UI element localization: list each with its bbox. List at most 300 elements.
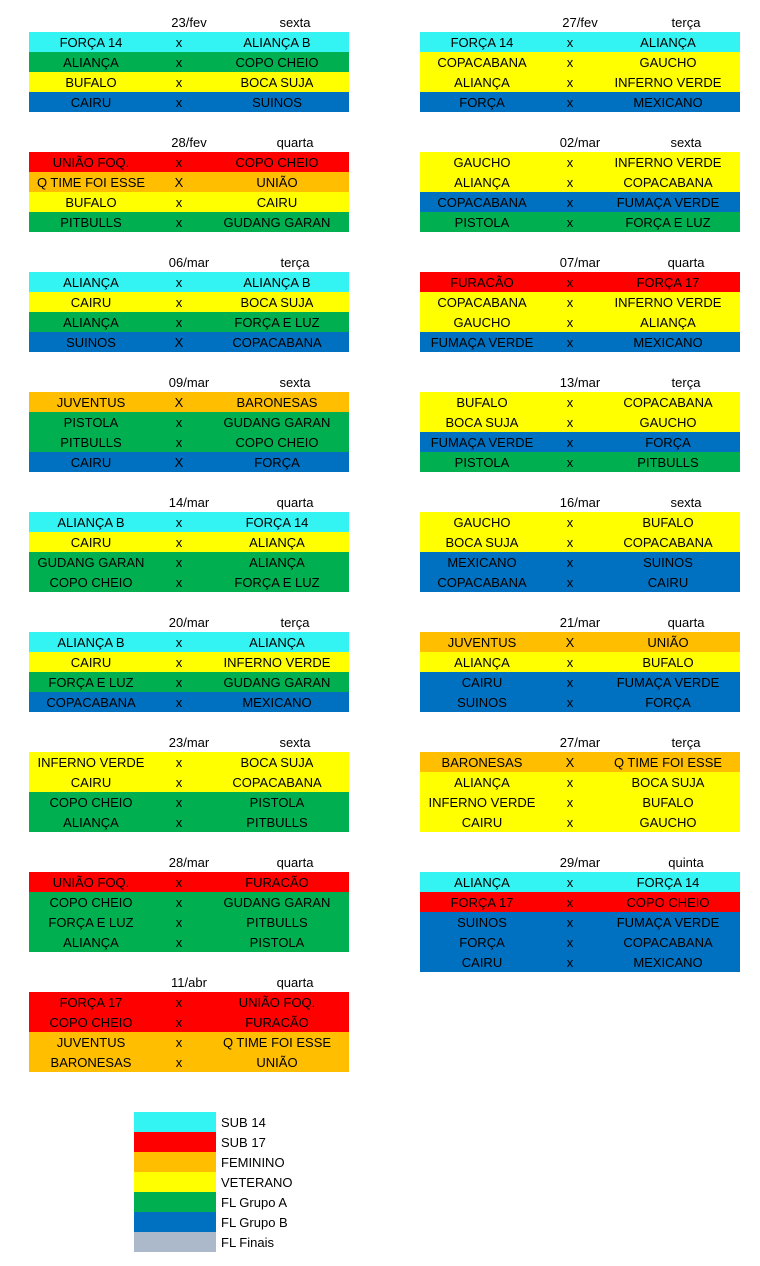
match-row bbox=[29, 92, 349, 112]
versus-mark: x bbox=[175, 1054, 183, 1070]
match-day-header bbox=[29, 972, 349, 992]
versus-mark: x bbox=[175, 434, 183, 450]
away-team: BOCA SUJA bbox=[631, 774, 705, 790]
match-row bbox=[420, 792, 740, 812]
away-team: FORÇA bbox=[254, 454, 300, 470]
home-team: CAIRU bbox=[70, 454, 112, 470]
home-team: UNIÃO FOQ. bbox=[52, 154, 130, 170]
match-date: 06/mar bbox=[168, 255, 210, 270]
versus-mark: x bbox=[175, 274, 183, 290]
home-team: COPACABANA bbox=[437, 574, 527, 590]
away-team: INFERNO VERDE bbox=[614, 74, 722, 90]
away-team: FORÇA 17 bbox=[636, 274, 700, 290]
match-row bbox=[420, 932, 740, 952]
away-team: GUDANG GARAN bbox=[223, 674, 331, 690]
match-day-block bbox=[29, 252, 349, 352]
home-team: PISTOLA bbox=[454, 454, 510, 470]
versus-mark: x bbox=[566, 694, 574, 710]
match-day-block bbox=[29, 852, 349, 952]
match-day-block bbox=[420, 492, 740, 592]
match-date: 27/fev bbox=[562, 15, 598, 30]
versus-mark: x bbox=[566, 574, 574, 590]
versus-mark: x bbox=[175, 934, 183, 950]
match-row bbox=[29, 512, 349, 532]
home-team: FORÇA 14 bbox=[59, 34, 123, 50]
away-team: ALIANÇA bbox=[249, 554, 305, 570]
home-team: ALIANÇA bbox=[454, 774, 510, 790]
match-weekday: sexta bbox=[279, 375, 311, 390]
away-team: FORÇA E LUZ bbox=[625, 214, 711, 230]
home-team: CAIRU bbox=[70, 654, 112, 670]
match-row bbox=[29, 212, 349, 232]
versus-mark: x bbox=[566, 214, 574, 230]
away-team: Q TIME FOI ESSE bbox=[222, 1034, 332, 1050]
category-legend bbox=[134, 1112, 293, 1252]
match-row bbox=[29, 672, 349, 692]
match-row bbox=[29, 932, 349, 952]
versus-mark: x bbox=[175, 914, 183, 930]
match-date: 23/mar bbox=[168, 735, 210, 750]
match-day-header bbox=[29, 252, 349, 272]
match-row bbox=[29, 172, 349, 192]
away-team: FUMAÇA VERDE bbox=[616, 674, 720, 690]
home-team: CAIRU bbox=[461, 814, 503, 830]
home-team: GAUCHO bbox=[453, 154, 511, 170]
match-row bbox=[420, 412, 740, 432]
match-day-block bbox=[420, 12, 740, 112]
home-team: PITBULLS bbox=[60, 214, 122, 230]
away-team: FURACÃO bbox=[245, 1014, 309, 1030]
away-team: COPACABANA bbox=[232, 334, 322, 350]
match-row bbox=[420, 432, 740, 452]
away-team: PITBULLS bbox=[246, 914, 308, 930]
match-day-block bbox=[29, 12, 349, 112]
versus-mark: x bbox=[175, 694, 183, 710]
away-team: FORÇA 14 bbox=[636, 874, 700, 890]
match-weekday: sexta bbox=[279, 15, 311, 30]
away-team: COPACABANA bbox=[623, 534, 713, 550]
home-team: SUINOS bbox=[457, 694, 507, 710]
match-day-header bbox=[29, 732, 349, 752]
match-weekday: quarta bbox=[276, 975, 314, 990]
home-team: MEXICANO bbox=[447, 554, 517, 570]
legend-item bbox=[134, 1192, 293, 1212]
away-team: COPO CHEIO bbox=[235, 434, 319, 450]
match-weekday: sexta bbox=[279, 735, 311, 750]
versus-mark: X bbox=[174, 174, 184, 190]
match-row bbox=[420, 272, 740, 292]
home-team: FORÇA E LUZ bbox=[48, 674, 134, 690]
away-team: SUINOS bbox=[643, 554, 693, 570]
match-row bbox=[420, 392, 740, 412]
legend-item bbox=[134, 1152, 293, 1172]
match-day-header bbox=[420, 732, 740, 752]
versus-mark: X bbox=[174, 394, 184, 410]
away-team: GUDANG GARAN bbox=[223, 414, 331, 430]
versus-mark: x bbox=[175, 814, 183, 830]
match-row bbox=[29, 312, 349, 332]
away-team: ALIANÇA B bbox=[243, 34, 311, 50]
match-row bbox=[29, 32, 349, 52]
versus-mark: x bbox=[566, 54, 574, 70]
match-weekday: quarta bbox=[276, 135, 314, 150]
versus-mark: x bbox=[175, 534, 183, 550]
away-team: BOCA SUJA bbox=[240, 754, 314, 770]
away-team: FORÇA E LUZ bbox=[234, 314, 320, 330]
match-day-block bbox=[29, 492, 349, 592]
match-row bbox=[420, 212, 740, 232]
away-team: MEXICANO bbox=[633, 954, 703, 970]
versus-mark: x bbox=[175, 74, 183, 90]
match-row bbox=[29, 912, 349, 932]
versus-mark: x bbox=[175, 154, 183, 170]
away-team: GAUCHO bbox=[639, 54, 697, 70]
versus-mark: x bbox=[566, 874, 574, 890]
match-day-header bbox=[29, 372, 349, 392]
match-date: 21/mar bbox=[559, 615, 601, 630]
versus-mark: x bbox=[566, 34, 574, 50]
home-team: COPACABANA bbox=[46, 694, 136, 710]
away-team: GUDANG GARAN bbox=[223, 894, 331, 910]
home-team: CAIRU bbox=[70, 774, 112, 790]
home-team: SUINOS bbox=[457, 914, 507, 930]
match-row bbox=[29, 272, 349, 292]
versus-mark: x bbox=[566, 94, 574, 110]
versus-mark: x bbox=[566, 434, 574, 450]
away-team: CAIRU bbox=[647, 574, 689, 590]
away-team: COPACABANA bbox=[232, 774, 322, 790]
versus-mark: x bbox=[175, 54, 183, 70]
versus-mark: x bbox=[566, 774, 574, 790]
match-row bbox=[29, 772, 349, 792]
match-weekday: quarta bbox=[667, 255, 705, 270]
legend-item bbox=[134, 1212, 293, 1232]
home-team: CAIRU bbox=[70, 534, 112, 550]
versus-mark: x bbox=[175, 1014, 183, 1030]
away-team: GUDANG GARAN bbox=[223, 214, 331, 230]
home-team: JUVENTUS bbox=[56, 394, 126, 410]
match-row bbox=[29, 752, 349, 772]
match-day-header bbox=[420, 852, 740, 872]
away-team: ALIANÇA bbox=[640, 314, 696, 330]
home-team: INFERNO VERDE bbox=[428, 794, 536, 810]
match-day-header bbox=[420, 492, 740, 512]
home-team: BARONESAS bbox=[50, 1054, 132, 1070]
legend-swatch bbox=[134, 1192, 216, 1212]
match-row bbox=[29, 1052, 349, 1072]
match-day-block bbox=[420, 852, 740, 972]
away-team: GAUCHO bbox=[639, 414, 697, 430]
match-row bbox=[29, 412, 349, 432]
match-date: 02/mar bbox=[559, 135, 601, 150]
match-day-block bbox=[29, 372, 349, 472]
legend-item bbox=[134, 1232, 293, 1252]
away-team: BARONESAS bbox=[236, 394, 318, 410]
home-team: FORÇA 17 bbox=[59, 994, 123, 1010]
away-team: BOCA SUJA bbox=[240, 294, 314, 310]
match-day-block bbox=[420, 132, 740, 232]
match-row bbox=[29, 1012, 349, 1032]
away-team: MEXICANO bbox=[633, 334, 703, 350]
legend-swatch bbox=[134, 1212, 216, 1232]
match-row bbox=[420, 172, 740, 192]
match-row bbox=[420, 652, 740, 672]
versus-mark: x bbox=[566, 914, 574, 930]
away-team: CAIRU bbox=[256, 194, 298, 210]
legend-swatch bbox=[134, 1112, 216, 1132]
home-team: Q TIME FOI ESSE bbox=[36, 174, 146, 190]
home-team: JUVENTUS bbox=[447, 634, 517, 650]
match-weekday: quarta bbox=[276, 495, 314, 510]
match-row bbox=[420, 812, 740, 832]
match-row bbox=[29, 572, 349, 592]
match-row bbox=[29, 872, 349, 892]
away-team: PISTOLA bbox=[249, 934, 305, 950]
match-row bbox=[420, 72, 740, 92]
legend-label: SUB 14 bbox=[221, 1114, 266, 1130]
match-row bbox=[29, 992, 349, 1012]
home-team: BARONESAS bbox=[441, 754, 523, 770]
legend-label: FL Grupo A bbox=[221, 1194, 287, 1210]
home-team: FORÇA E LUZ bbox=[48, 914, 134, 930]
match-row bbox=[420, 512, 740, 532]
match-date: 16/mar bbox=[559, 495, 601, 510]
match-row bbox=[29, 152, 349, 172]
legend-item bbox=[134, 1172, 293, 1192]
away-team: ALIANÇA B bbox=[243, 274, 311, 290]
match-date: 29/mar bbox=[559, 855, 601, 870]
away-team: ALIANÇA bbox=[640, 34, 696, 50]
home-team: COPO CHEIO bbox=[49, 894, 133, 910]
match-row bbox=[420, 772, 740, 792]
match-row bbox=[29, 792, 349, 812]
match-row bbox=[420, 532, 740, 552]
versus-mark: x bbox=[566, 814, 574, 830]
match-date: 07/mar bbox=[559, 255, 601, 270]
versus-mark: x bbox=[566, 514, 574, 530]
match-row bbox=[29, 72, 349, 92]
match-row bbox=[420, 292, 740, 312]
away-team: BUFALO bbox=[642, 514, 694, 530]
match-weekday: sexta bbox=[670, 135, 702, 150]
away-team: MEXICANO bbox=[633, 94, 703, 110]
away-team: INFERNO VERDE bbox=[614, 154, 722, 170]
home-team: CAIRU bbox=[70, 94, 112, 110]
away-team: INFERNO VERDE bbox=[614, 294, 722, 310]
home-team: ALIANÇA B bbox=[57, 634, 125, 650]
versus-mark: x bbox=[175, 574, 183, 590]
match-row bbox=[420, 892, 740, 912]
away-team: UNIÃO FOQ. bbox=[238, 994, 316, 1010]
match-row bbox=[29, 432, 349, 452]
home-team: BOCA SUJA bbox=[445, 414, 519, 430]
home-team: CAIRU bbox=[70, 294, 112, 310]
home-team: ALIANÇA bbox=[454, 874, 510, 890]
home-team: COPACABANA bbox=[437, 194, 527, 210]
versus-mark: x bbox=[566, 74, 574, 90]
versus-mark: x bbox=[175, 674, 183, 690]
versus-mark: X bbox=[174, 454, 184, 470]
match-row bbox=[29, 652, 349, 672]
away-team: FORÇA 14 bbox=[245, 514, 309, 530]
away-team: FURACÃO bbox=[245, 874, 309, 890]
match-day-block bbox=[420, 252, 740, 352]
home-team: ALIANÇA bbox=[454, 654, 510, 670]
versus-mark: x bbox=[566, 314, 574, 330]
away-team: PITBULLS bbox=[246, 814, 308, 830]
away-team: PISTOLA bbox=[249, 794, 305, 810]
legend-swatch bbox=[134, 1232, 216, 1252]
match-date: 27/mar bbox=[559, 735, 601, 750]
home-team: FORÇA 14 bbox=[450, 34, 514, 50]
away-team: FUMAÇA VERDE bbox=[616, 914, 720, 930]
away-team: GAUCHO bbox=[639, 814, 697, 830]
home-team: INFERNO VERDE bbox=[37, 754, 145, 770]
versus-mark: x bbox=[175, 34, 183, 50]
match-row bbox=[29, 452, 349, 472]
match-day-header bbox=[420, 252, 740, 272]
match-row bbox=[29, 892, 349, 912]
home-team: SUINOS bbox=[66, 334, 116, 350]
versus-mark: x bbox=[175, 794, 183, 810]
match-row bbox=[420, 632, 740, 652]
home-team: ALIANÇA bbox=[63, 54, 119, 70]
versus-mark: x bbox=[175, 634, 183, 650]
home-team: PISTOLA bbox=[454, 214, 510, 230]
away-team: MEXICANO bbox=[242, 694, 312, 710]
match-day-header bbox=[29, 492, 349, 512]
home-team: FORÇA bbox=[459, 94, 505, 110]
legend-label: VETERANO bbox=[221, 1174, 293, 1190]
away-team: INFERNO VERDE bbox=[223, 654, 331, 670]
match-day-header bbox=[29, 132, 349, 152]
match-date: 28/mar bbox=[168, 855, 210, 870]
match-day-block bbox=[420, 732, 740, 832]
versus-mark: x bbox=[566, 414, 574, 430]
versus-mark: X bbox=[174, 334, 184, 350]
home-team: PITBULLS bbox=[60, 434, 122, 450]
versus-mark: x bbox=[566, 554, 574, 570]
versus-mark: x bbox=[175, 754, 183, 770]
versus-mark: x bbox=[175, 214, 183, 230]
home-team: BOCA SUJA bbox=[445, 534, 519, 550]
versus-mark: x bbox=[175, 1034, 183, 1050]
match-date: 23/fev bbox=[171, 15, 207, 30]
versus-mark: x bbox=[175, 314, 183, 330]
away-team: COPO CHEIO bbox=[626, 894, 710, 910]
away-team: PITBULLS bbox=[637, 454, 699, 470]
home-team: ALIANÇA bbox=[63, 314, 119, 330]
away-team: UNIÃO bbox=[256, 174, 298, 190]
versus-mark: x bbox=[566, 294, 574, 310]
away-team: BUFALO bbox=[642, 654, 694, 670]
match-row bbox=[420, 52, 740, 72]
match-day-header bbox=[420, 12, 740, 32]
match-day-header bbox=[420, 372, 740, 392]
match-row bbox=[420, 952, 740, 972]
match-day-header bbox=[29, 852, 349, 872]
match-row bbox=[420, 872, 740, 892]
home-team: COPO CHEIO bbox=[49, 574, 133, 590]
home-team: COPACABANA bbox=[437, 54, 527, 70]
match-row bbox=[29, 192, 349, 212]
away-team: COPACABANA bbox=[623, 934, 713, 950]
match-weekday: terça bbox=[280, 255, 310, 270]
versus-mark: x bbox=[566, 534, 574, 550]
match-date: 11/abr bbox=[171, 975, 207, 990]
versus-mark: x bbox=[566, 274, 574, 290]
match-day-block bbox=[29, 612, 349, 712]
match-row bbox=[420, 452, 740, 472]
away-team: BOCA SUJA bbox=[240, 74, 314, 90]
match-row bbox=[29, 292, 349, 312]
home-team: GUDANG GARAN bbox=[37, 554, 145, 570]
versus-mark: x bbox=[175, 654, 183, 670]
away-team: ALIANÇA bbox=[249, 534, 305, 550]
match-day-block bbox=[420, 612, 740, 712]
match-weekday: sexta bbox=[670, 495, 702, 510]
away-team: COPO CHEIO bbox=[235, 154, 319, 170]
versus-mark: x bbox=[175, 554, 183, 570]
match-date: 13/mar bbox=[559, 375, 601, 390]
legend-swatch bbox=[134, 1152, 216, 1172]
home-team: ALIANÇA bbox=[454, 74, 510, 90]
versus-mark: x bbox=[566, 674, 574, 690]
match-row bbox=[29, 632, 349, 652]
home-team: GAUCHO bbox=[453, 314, 511, 330]
away-team: FORÇA E LUZ bbox=[234, 574, 320, 590]
match-day-header bbox=[420, 612, 740, 632]
match-date: 20/mar bbox=[168, 615, 210, 630]
match-row bbox=[420, 192, 740, 212]
away-team: UNIÃO bbox=[256, 1054, 298, 1070]
match-day-block bbox=[29, 732, 349, 832]
match-date: 09/mar bbox=[168, 375, 210, 390]
away-team: SUINOS bbox=[252, 94, 302, 110]
home-team: FURACÃO bbox=[450, 274, 514, 290]
match-date: 28/fev bbox=[171, 135, 207, 150]
home-team: CAIRU bbox=[461, 954, 503, 970]
home-team: ALIANÇA bbox=[454, 174, 510, 190]
versus-mark: x bbox=[566, 794, 574, 810]
match-day-block bbox=[420, 372, 740, 472]
match-row bbox=[420, 692, 740, 712]
versus-mark: x bbox=[175, 414, 183, 430]
versus-mark: x bbox=[566, 654, 574, 670]
match-date: 14/mar bbox=[168, 495, 210, 510]
match-day-block bbox=[29, 132, 349, 232]
match-row bbox=[420, 552, 740, 572]
home-team: COPO CHEIO bbox=[49, 794, 133, 810]
away-team: COPACABANA bbox=[623, 394, 713, 410]
versus-mark: x bbox=[175, 874, 183, 890]
legend-label: FL Grupo B bbox=[221, 1214, 288, 1230]
versus-mark: X bbox=[565, 754, 575, 770]
home-team: PISTOLA bbox=[63, 414, 119, 430]
match-row bbox=[420, 672, 740, 692]
match-weekday: quarta bbox=[667, 615, 705, 630]
legend-swatch bbox=[134, 1132, 216, 1152]
match-row bbox=[420, 572, 740, 592]
home-team: FUMAÇA VERDE bbox=[430, 434, 534, 450]
home-team: JUVENTUS bbox=[56, 1034, 126, 1050]
home-team: GAUCHO bbox=[453, 514, 511, 530]
home-team: ALIANÇA bbox=[63, 934, 119, 950]
home-team: COPACABANA bbox=[437, 294, 527, 310]
versus-mark: x bbox=[566, 954, 574, 970]
home-team: FORÇA 17 bbox=[450, 894, 514, 910]
match-day-header bbox=[29, 12, 349, 32]
